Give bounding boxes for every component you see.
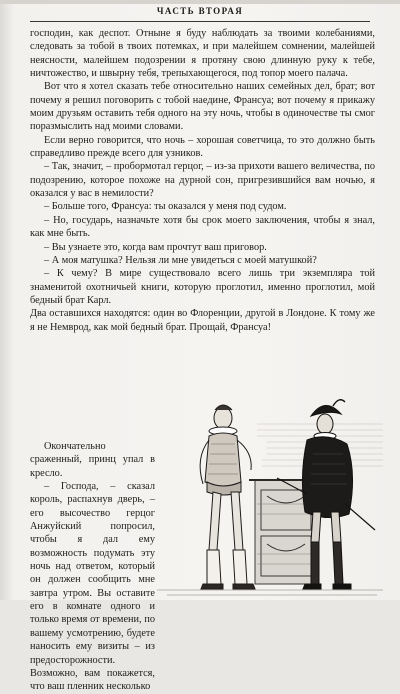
paragraph: господин, как деспот. Отныне я буду наблюдать за твоими колебаниями, следовать за тобой в твоих потемках, и при малейшем сомнении, малейшей неясности, малейшем подозрении я протяну свою длинную руку к тебе, ничтожество, и швырну тебя, трепыхающегося, под топор моего палача. bbox=[30, 28, 375, 80]
page-top-edge bbox=[0, 0, 400, 4]
paragraph: Два оставшихся находятся: один во Флоренции, другой в Лондоне. К тому же я не Немврод, как мой бедный брат. Прощай, Франсуа! bbox=[30, 308, 375, 333]
paragraph: Вот что я хотел сказать тебе относительно наших семейных дел, брат; вот почему я решил поговорить с тобой наедине, Франсуа; вот почему я прикажу моим друзьям оставить тебя одного на эту ночь, чтобы в одиночестве ты смог поразмыслить над моими словами. bbox=[30, 81, 375, 133]
engraving-illustration bbox=[157, 394, 383, 600]
paragraph: Если верно говорится, что ночь – хорошая советчица, то это должно быть справедливо прежде всего для узников. bbox=[30, 134, 375, 160]
running-header-title: ЧАСТЬ ВТОРАЯ bbox=[156, 6, 244, 16]
paragraph: – Но, государь, назначьте хотя бы срок моего заключения, чтобы я знал, как мне быть. bbox=[30, 214, 375, 240]
paragraph: – Господа, – сказал король, распахнув дверь, – его высочество герцог Анжуйский попросил, чтобы я дал ему возможность подумать эту ночь над ответом, который он должен сообщить мне завтра утром. Вы оставите его в комнате одного и только время от времени, по вашему усмотрению, будете наносить ему визиты – из предосторожности. Возможно, вам покажется, что ваш пленник несколько bbox=[30, 481, 155, 693]
paragraph: Окончательно сраженный, принц упал в кресло. bbox=[30, 441, 155, 479]
paragraph: – Так, значит, – пробормотал герцог, – из-за прихоти вашего величества, по подозрению, которое похоже на дурной сон, пригрезившийся вам ночью, я оказался у вас в немилости? bbox=[30, 161, 375, 200]
main-text bbox=[30, 27, 375, 334]
paragraph: – Вы узнаете это, когда вам прочтут ваш приговор. bbox=[44, 241, 267, 253]
left-figure bbox=[200, 405, 255, 589]
running-header bbox=[0, 6, 400, 22]
header-rule bbox=[30, 21, 370, 22]
narrow-column-text bbox=[30, 440, 155, 694]
paragraph: – А моя матушка? Нельзя ли мне увидеться с моей матушкой? bbox=[44, 254, 317, 266]
paragraph: – Больше того, Франсуа: ты оказался у меня под судом. bbox=[44, 201, 287, 213]
paragraph: – К чему? В мире существовало всего лишь три экземпляра той знаменитой охотничьей книги, которую проглотил, именно проглотил, мой бедный брат Карл. bbox=[30, 268, 375, 306]
